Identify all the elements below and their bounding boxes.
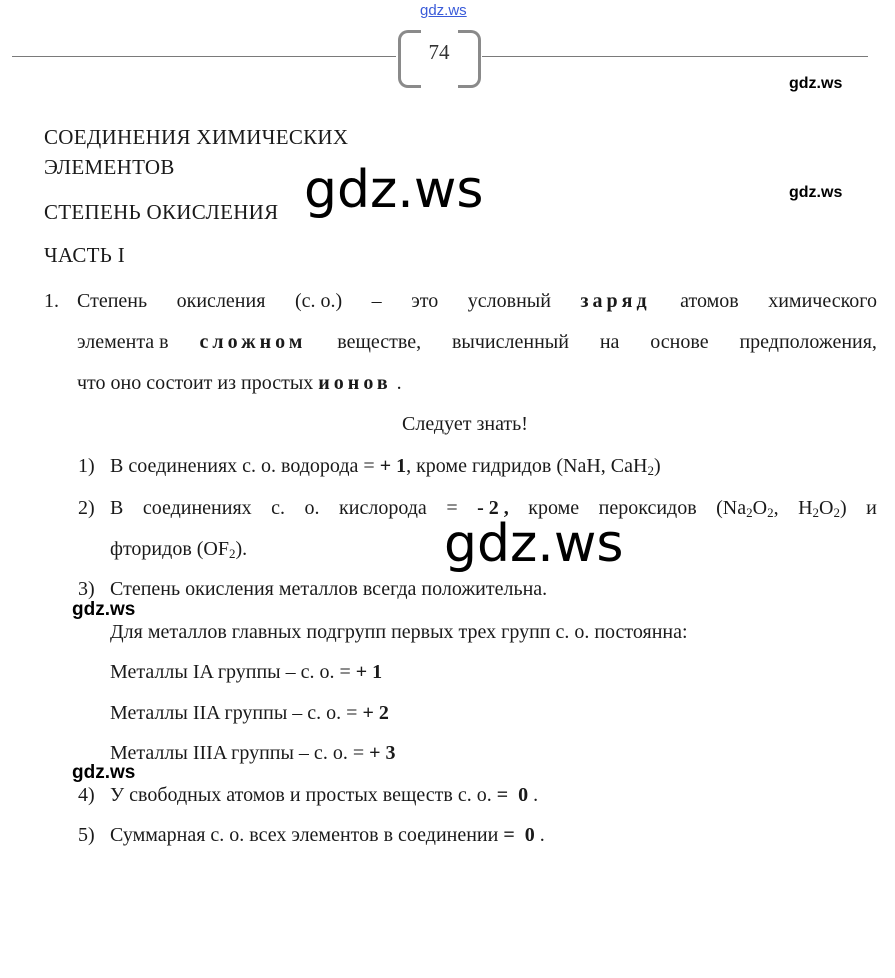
item-1-line-3 (77, 372, 402, 395)
page-number: 74 (428, 40, 450, 64)
rule-3-group-1a: Металлы IA группы – с. о. = + 1 (110, 661, 383, 683)
rule-1-text (110, 455, 661, 478)
word: на (599, 331, 620, 353)
word: (с. о.) (294, 290, 343, 312)
heading-topic: СТЕПЕНЬ ОКИСЛЕНИЯ (44, 200, 279, 224)
word: окисления (176, 290, 266, 312)
watermark-right-2: gdz.ws (789, 184, 843, 201)
word: предположения, (739, 331, 877, 353)
heading-part: ЧАСТЬ I (44, 243, 126, 267)
rule-4-text: У свободных атомов и простых веществ с. о. = 0 . (110, 784, 539, 806)
word: Степень (77, 290, 148, 312)
text: . (396, 372, 402, 394)
rule-3-subtext: Для металлов главных подгрупп первых трех групп с. о. постоянна: (110, 621, 688, 643)
rule-2-number: 2) (78, 497, 95, 519)
word: кислорода (339, 497, 427, 519)
word: – (371, 290, 382, 312)
term-ions: ионов (318, 372, 392, 394)
value: 0 (524, 824, 535, 846)
word: пероксидов (598, 497, 697, 519)
watermark-left-2: gdz.ws (72, 762, 136, 783)
word: с. (271, 497, 286, 519)
rule-3-group-3a: Металлы IIIA группы – с. о. = + 3 (110, 742, 396, 764)
word: вычисленный (451, 331, 569, 353)
rule-3-group-2a: Металлы IIA группы – с. о. = + 2 (110, 702, 389, 724)
rule-5-text: Суммарная с. о. всех элементов в соединении = 0 . (110, 824, 545, 846)
word: В (110, 497, 124, 519)
word: кроме (528, 497, 580, 519)
text: В соединениях с. о. водорода = (110, 455, 375, 477)
heading-line-1: СОЕДИНЕНИЯ ХИМИЧЕСКИХ (44, 125, 349, 149)
rule-2-line-2: фторидов $(OF_2)$. (110, 538, 248, 561)
value: + 2 (362, 702, 389, 724)
word: = (446, 497, 458, 519)
value: - 2 , (477, 497, 509, 519)
term-charge: заряд (580, 290, 651, 312)
watermark-top: gdz.ws (420, 2, 467, 19)
word: элемента в (77, 331, 169, 353)
item-1-line-1 (77, 290, 877, 313)
word: условный (467, 290, 551, 312)
page-number-bracket-left (398, 30, 421, 88)
value: + 1 (355, 661, 383, 683)
rule-4-number: 4) (78, 784, 95, 806)
word: веществе, (337, 331, 422, 353)
must-know-title: Следует знать! (402, 413, 528, 435)
text: что оно состоит из простых (77, 372, 314, 394)
watermark-right-1: gdz.ws (789, 75, 843, 92)
value: + 3 (369, 742, 396, 764)
word: атомов (680, 290, 739, 312)
formula-na2o2: ($Na_2O_2$, (716, 497, 779, 520)
term-complex: сложном (199, 331, 307, 353)
rule-5-number: 5) (78, 824, 95, 846)
header-rule-left (12, 56, 396, 57)
subscript: 2 (647, 463, 654, 478)
watermark-large-1: gdz.ws (304, 160, 484, 220)
page-number-bracket-right (458, 30, 481, 88)
rule-1-number: 1) (78, 455, 95, 477)
rule-3-text: Степень окисления металлов всегда положительна. (110, 578, 548, 600)
word: это (411, 290, 439, 312)
word: основе (650, 331, 709, 353)
header-rule-right (482, 56, 868, 57)
rule-2-line-1 (110, 497, 877, 520)
word: соединениях (142, 497, 252, 519)
value: + 1 (379, 455, 407, 477)
text: ) (653, 455, 661, 477)
heading-line-2: ЭЛЕМЕНТОВ (44, 155, 175, 179)
word: и (866, 497, 877, 519)
watermark-large-2: gdz.ws (444, 514, 624, 574)
formula-h2o2: $H_2O_2$) (798, 497, 847, 520)
word: химического (768, 290, 877, 312)
value: 0 (518, 784, 529, 806)
text: , кроме гидридов (NaH, CaH (406, 455, 648, 477)
word: о. (304, 497, 320, 519)
rule-3-number: 3) (78, 578, 95, 600)
watermark-left-1: gdz.ws (72, 599, 136, 620)
item-1-line-2 (77, 331, 877, 354)
item-1-number: 1. (44, 290, 59, 312)
